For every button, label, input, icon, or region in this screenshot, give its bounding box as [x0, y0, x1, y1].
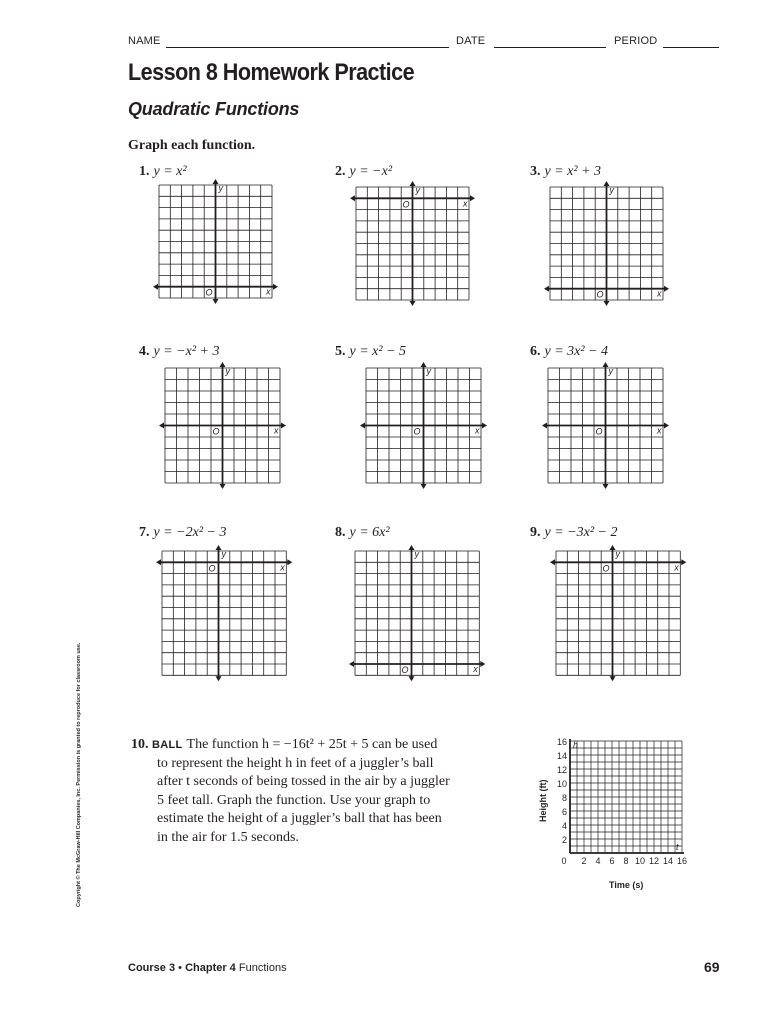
graph-grid-7[interactable] — [154, 543, 294, 683]
name-blank — [166, 47, 449, 48]
x-axis-label: x — [674, 562, 679, 573]
problem-number: 1. — [139, 164, 150, 179]
x-axis-arrow-left — [542, 423, 547, 429]
problem-2-label — [335, 164, 392, 180]
x-axis-label: x — [657, 288, 662, 299]
x-tick-label: 8 — [623, 856, 629, 866]
x-axis-arrow-right — [482, 423, 487, 429]
problem-equation: y = x² — [153, 164, 187, 179]
problem-10-line-3: after t seconds of being tossed in the air by a juggler — [157, 774, 450, 789]
y-tick-label: 6 — [561, 807, 567, 817]
problem-number: 7. — [139, 525, 150, 540]
problem-10-line-1: The function h = −16t² + 25t + 5 can be used — [186, 737, 438, 752]
x-axis-arrow-right — [681, 559, 686, 565]
origin-label: O — [212, 426, 220, 437]
x-axis-arrow-left — [360, 423, 365, 429]
y-tick-label: 14 — [556, 751, 567, 761]
problem-10-line-6: in the air for 1.5 seconds. — [157, 829, 299, 845]
name-label: NAME — [128, 35, 161, 47]
x-axis-arrow-left — [159, 423, 164, 429]
y-tick-label: 12 — [556, 765, 567, 775]
grid-lines — [550, 545, 686, 681]
x-axis-arrow-right — [664, 423, 669, 429]
problem-number: 10. — [131, 737, 149, 752]
y-axis-label: y — [414, 549, 419, 559]
origin-label: O — [401, 665, 409, 675]
x-axis-label: x — [473, 664, 478, 674]
x-axis-arrow-left — [350, 195, 355, 201]
problem-number: 3. — [530, 164, 541, 179]
problem-equation: y = −3x² − 2 — [544, 525, 618, 540]
x-axis-arrow-right — [664, 286, 669, 292]
problem-7-label — [139, 525, 226, 541]
footer-bullet: • — [178, 962, 182, 974]
y-axis-label: y — [608, 366, 613, 376]
x-axis-arrow-left — [156, 559, 161, 565]
problem-equation: y = 6x² — [349, 525, 390, 540]
x-tick-label: 12 — [648, 856, 660, 866]
height-time-graph[interactable] — [540, 735, 700, 895]
grid-lines — [542, 362, 669, 489]
grid-lines — [350, 181, 475, 306]
problem-8-label — [335, 525, 390, 541]
graph-grid-4[interactable] — [157, 360, 288, 491]
problem-number: 4. — [139, 344, 150, 359]
y-axis-arrow-down — [220, 484, 226, 489]
footer-topic: Functions — [238, 962, 287, 974]
x-axis-label: x — [280, 562, 285, 573]
page-title: Lesson 8 Homework Practice — [128, 59, 415, 86]
graph-grid-6[interactable] — [540, 360, 671, 491]
x-axis-label: x — [274, 425, 279, 436]
y-axis-label: y — [615, 549, 620, 559]
y-axis-arrow-down — [213, 299, 219, 304]
x-axis-title: Time (s) — [609, 880, 644, 890]
y-axis-arrow-down — [216, 676, 222, 681]
x-axis-arrow-right — [281, 423, 286, 429]
graph-grid-8[interactable] — [347, 543, 487, 683]
graph-grid-1[interactable] — [151, 177, 280, 306]
origin-label: O — [595, 426, 603, 437]
problem-tag: BALL — [152, 739, 183, 751]
problem-10-line-2: to represent the height h in feet of a juggler’s ball — [157, 755, 434, 771]
y-axis-label: y — [426, 366, 431, 376]
period-label: PERIOD — [614, 35, 658, 47]
problem-number: 5. — [335, 344, 346, 359]
x-tick-label: 6 — [609, 856, 615, 866]
origin-label: O — [602, 563, 610, 574]
origin-label: O — [208, 563, 216, 574]
page-number: 69 — [704, 959, 720, 975]
page-subtitle: Quadratic Functions — [128, 99, 300, 119]
x-tick-label: 14 — [662, 856, 674, 866]
origin-label: O — [205, 287, 213, 298]
footer-course-name: Course 3 — [128, 962, 176, 974]
period-blank — [663, 47, 719, 48]
date-blank — [494, 47, 606, 48]
x-axis-arrow-right — [480, 661, 485, 667]
grid-lines — [159, 362, 286, 489]
grid-lines — [557, 737, 687, 866]
date-label: DATE — [456, 35, 486, 47]
x-axis-label: x — [266, 286, 271, 297]
grid-lines — [360, 362, 487, 489]
y-axis-arrow-down — [421, 484, 427, 489]
problem-3-label — [530, 164, 601, 180]
h-variable-label: h — [573, 740, 579, 750]
footer-chapter: Chapter 4 — [185, 962, 236, 974]
x-axis-arrow-left — [544, 286, 549, 292]
x-axis-arrow-left — [349, 661, 354, 667]
x-axis-arrow-left — [153, 284, 158, 290]
y-axis-arrow-down — [409, 676, 415, 681]
problem-equation: y = −x² — [349, 164, 393, 179]
footer-course — [128, 962, 287, 974]
y-axis-label: y — [218, 183, 223, 193]
problem-number: 6. — [530, 344, 541, 359]
problem-number: 2. — [335, 164, 346, 179]
x-axis-arrow-right — [273, 284, 278, 290]
y-tick-label: 10 — [556, 779, 567, 789]
y-tick-label: 8 — [561, 793, 567, 803]
x-axis-label: x — [475, 425, 480, 436]
x-axis-label: x — [657, 425, 662, 436]
y-axis-label: y — [221, 549, 226, 559]
x-tick-label: 2 — [581, 856, 587, 866]
problem-10 — [131, 736, 511, 847]
problem-9-label — [530, 525, 617, 541]
problem-number: 8. — [335, 525, 346, 540]
y-axis-label: y — [415, 185, 420, 195]
problem-10-line-5: estimate the height of a juggler’s ball that has been — [157, 811, 442, 826]
y-axis-arrow-down — [410, 301, 416, 306]
problem-equation: y = 3x² − 4 — [544, 344, 609, 359]
problem-5-label — [335, 344, 406, 360]
x-axis-arrow-right — [470, 195, 475, 201]
x-tick-label: 4 — [595, 856, 601, 866]
x-axis-arrow-right — [287, 559, 292, 565]
y-axis-arrow-down — [610, 676, 616, 681]
x-tick-label: 16 — [676, 856, 688, 866]
grid-lines — [349, 545, 485, 681]
graph-grid-3[interactable] — [542, 179, 671, 308]
grid-lines — [544, 181, 669, 306]
problem-6-label — [530, 344, 608, 360]
problem-number: 9. — [530, 525, 541, 540]
y-tick-label: 16 — [556, 737, 567, 747]
problem-equation: y = −x² + 3 — [153, 344, 220, 359]
x-axis-arrow-left — [550, 559, 555, 565]
grid-lines — [153, 179, 278, 304]
problem-10-first-line — [131, 736, 511, 755]
y-axis-label: y — [609, 185, 614, 195]
problem-equation: y = x² + 3 — [544, 164, 602, 179]
y-axis-title: Height (ft) — [538, 779, 548, 822]
y-axis-arrow-down — [603, 484, 609, 489]
instruction: Graph each function. — [128, 138, 256, 153]
y-axis-arrow-down — [604, 301, 610, 306]
y-axis-label: y — [225, 366, 230, 376]
problem-4-label — [139, 344, 219, 360]
origin-label: O — [402, 199, 410, 210]
y-tick-label: 2 — [561, 835, 567, 845]
grid-lines — [156, 545, 292, 681]
y-tick-label: 4 — [561, 821, 567, 831]
problem-equation: y = x² − 5 — [349, 344, 407, 359]
problem-equation: y = −2x² − 3 — [153, 525, 227, 540]
origin-label: O — [413, 426, 421, 437]
graph-grid-9[interactable] — [548, 543, 688, 683]
copyright-notice: Copyright © The McGraw-Hill Companies, Inc. Permission is granted to reproduce for classroom use. — [76, 642, 82, 907]
t-variable-label: t — [676, 842, 679, 852]
origin-label: O — [596, 289, 604, 300]
graph-grid-2[interactable] — [348, 179, 477, 308]
graph-grid-5[interactable] — [358, 360, 489, 491]
x-tick-label: 0 — [561, 856, 567, 866]
x-tick-label: 10 — [634, 856, 646, 866]
x-axis-label: x — [463, 198, 468, 209]
problem-10-line-4: 5 feet tall. Graph the function. Use your graph to — [157, 792, 431, 808]
